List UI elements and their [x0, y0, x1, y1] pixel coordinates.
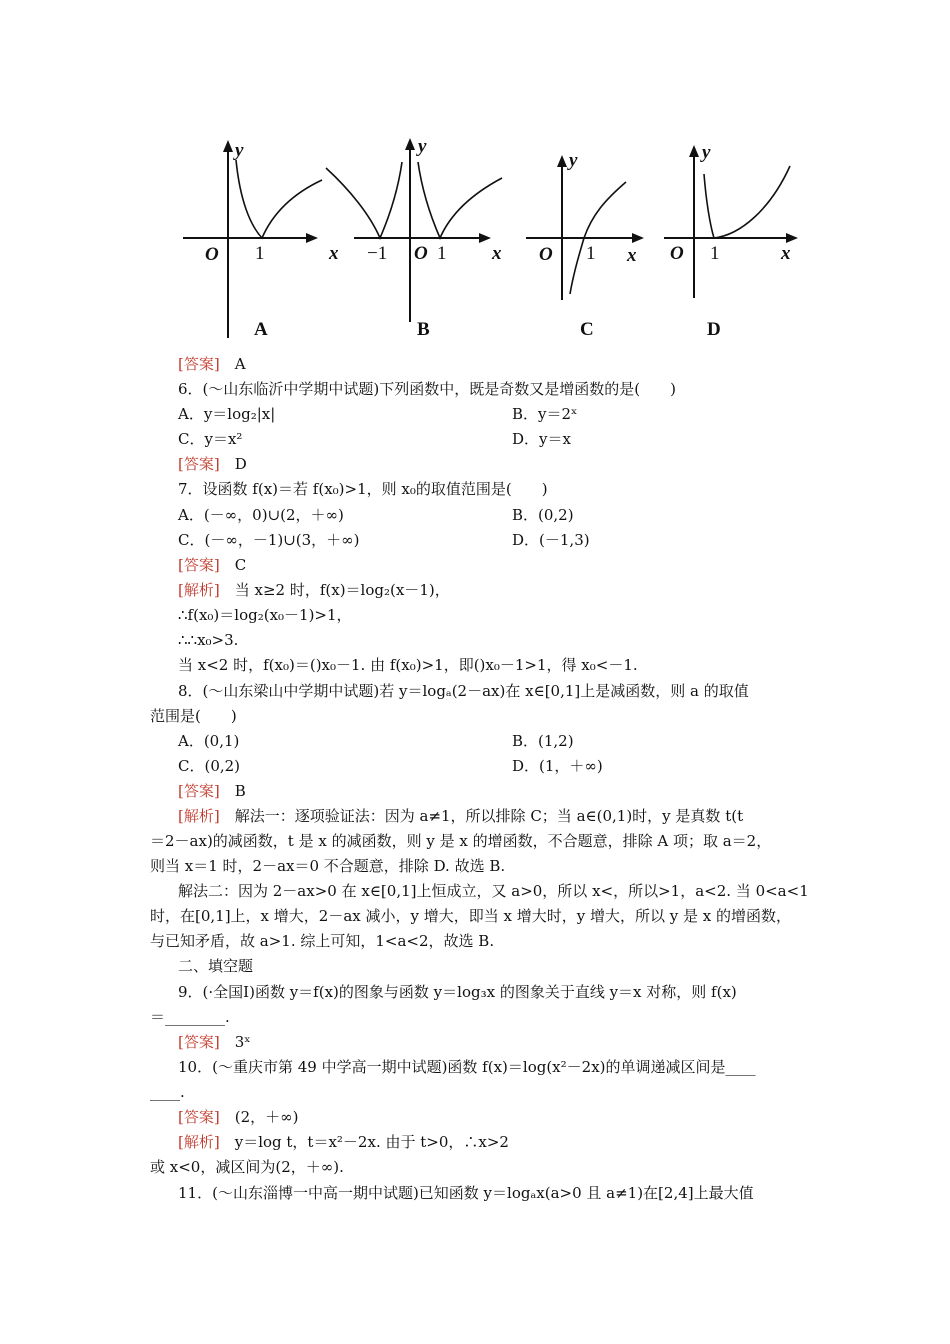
graph-d [664, 145, 798, 298]
graph-c [526, 155, 644, 300]
q8-option-a: A．(0,1) [178, 732, 240, 750]
q7-answer-line [178, 556, 246, 574]
q8-method1-text-1: 解法一：逐项验证法：因为 a≠1，所以排除 C；当 a∈(0,1)时，y 是真数 t(t [234, 807, 744, 825]
q7-answer: C [234, 556, 247, 574]
answer-tag: [答案] [178, 1033, 220, 1051]
q11-stem: 11．(～山东淄博一中高一期中试题)已知函数 y＝logₐx(a>0 且 a≠1)在[2,4]上最大值 [178, 1184, 754, 1202]
q10-analysis-text-1: y＝log t，t＝x²－2x. 由于 t>0，∴x>2 [234, 1133, 509, 1151]
q7-option-d: D．(－1,3) [512, 531, 590, 549]
graph-c-origin: O [539, 244, 553, 265]
q7-option-c: C．(－∞，－1)∪(3，＋∞) [178, 531, 360, 549]
analysis-tag: [解析] [178, 581, 220, 599]
q7-stem: 7．设函数 f(x)＝若 f(x₀)>1，则 x₀的取值范围是( ) [178, 480, 548, 498]
q10-answer-line [178, 1108, 298, 1126]
q6-option-a: A．y＝log₂|x| [178, 405, 276, 423]
graph-b-y-label: y [418, 136, 427, 157]
q6-option-b: B．y＝2ˣ [512, 405, 578, 423]
q8-method2-line-2: 时，在[0,1]上，x 增大，2－ax 减小，y 增大，即当 x 增大时，y 增大，所以 y 是 x 的增函数， [150, 907, 791, 925]
q8-method1-line-2: ＝2－ax)的减函数，t 是 x 的减函数，则 y 是 x 的增函数，不合题意，排除 A 项；取 a＝2， [150, 832, 772, 850]
graph-a-label: A [254, 319, 268, 340]
q8-option-c: C．(0,2) [178, 757, 241, 775]
graph-a-tick-one: 1 [255, 243, 265, 264]
analysis-tag: [解析] [178, 807, 220, 825]
graph-b [326, 138, 502, 322]
answer-tag: [答案] [178, 455, 220, 473]
graph-c-x-label: x [627, 245, 637, 266]
q7-analysis-line-3: ∴∴x₀>3. [178, 631, 239, 649]
function-graphs-figure [0, 0, 950, 350]
graph-d-origin: O [670, 243, 684, 264]
q10-stem-line-2: ____. [150, 1083, 185, 1101]
q8-method1-line-3: 则当 x＝1 时，2－ax＝0 不合题意，排除 D. 故选 B. [150, 857, 506, 875]
q10-analysis-line-2: 或 x<0，减区间为(2，＋∞). [150, 1158, 344, 1176]
q6-answer: D [234, 455, 247, 473]
q6-stem: 6．(～山东临沂中学期中试题)下列函数中，既是奇数又是增函数的是( ) [178, 380, 676, 398]
graph-b-tick-neg-one: −1 [367, 243, 388, 264]
q10-analysis-line-1 [178, 1133, 509, 1151]
q6-option-d: D．y＝x [512, 430, 571, 448]
q7-option-b: B．(0,2) [512, 506, 574, 524]
graph-d-tick-one: 1 [710, 243, 720, 264]
q6-option-c: C．y＝x² [178, 430, 243, 448]
graph-c-y-label: y [569, 150, 578, 171]
q7-analysis-text-1: 当 x≥2 时，f(x)＝log₂(x－1)， [234, 581, 450, 599]
answer-tag: [答案] [178, 1108, 220, 1126]
q7-analysis-line-4: 当 x<2 时，f(x₀)＝()x₀－1. 由 f(x₀)>1，即()x₀－1>1，得 x₀<－1. [178, 656, 638, 674]
q9-stem-line-2: ＝________. [150, 1008, 230, 1026]
graph-c-tick-one: 1 [586, 243, 596, 264]
q8-stem-line-2: 范围是( ) [150, 707, 237, 725]
q9-answer: 3ˣ [234, 1033, 251, 1051]
q8-analysis-line-1 [178, 807, 743, 825]
q6-answer-line [178, 455, 247, 473]
graph-b-tick-one: 1 [437, 243, 447, 264]
q8-answer-line [178, 782, 246, 800]
q8-option-b: B．(1,2) [512, 732, 574, 750]
answer-tag: [答案] [178, 782, 220, 800]
answer-tag: [答案] [178, 355, 220, 373]
graph-b-x-label: x [492, 243, 502, 264]
q5-answer-line [178, 355, 246, 373]
graph-d-label: D [707, 319, 721, 340]
q9-answer-line [178, 1033, 251, 1051]
graph-d-y-label: y [702, 142, 711, 163]
graph-a-origin: O [205, 244, 219, 265]
graph-a [183, 140, 322, 338]
q8-method2-line-1: 解法二：因为 2－ax>0 在 x∈[0,1]上恒成立，又 a>0，所以 x<，所以>1，a<2. 当 0<a<1 [178, 882, 809, 900]
graph-a-x-label: x [329, 243, 339, 264]
q9-stem-line-1: 9．(·全国Ⅰ)函数 y＝f(x)的图象与函数 y＝log₃x 的图象关于直线 y＝x 对称，则 f(x) [178, 983, 737, 1001]
q8-stem-line-1: 8．(～山东梁山中学期中试题)若 y＝logₐ(2－ax)在 x∈[0,1]上是减函数，则 a 的取值 [178, 682, 749, 700]
q8-option-d: D．(1，＋∞) [512, 757, 603, 775]
q10-stem-line-1: 10．(～重庆市第 49 中学高一期中试题)函数 f(x)＝log(x²－2x)的单调递减区间是____ [178, 1058, 756, 1076]
q7-analysis-line-1 [178, 581, 450, 599]
q5-answer: A [234, 355, 246, 373]
graph-c-label: C [580, 319, 594, 340]
graph-d-x-label: x [781, 243, 791, 264]
graph-b-origin: O [414, 243, 428, 264]
answer-tag: [答案] [178, 556, 220, 574]
analysis-tag: [解析] [178, 1133, 220, 1151]
q8-method2-line-3: 与已知矛盾，故 a>1. 综上可知，1<a<2，故选 B. [150, 932, 495, 950]
q10-answer: (2，＋∞) [234, 1108, 299, 1126]
q7-analysis-line-2: ∴f(x₀)＝log₂(x₀－1)>1， [178, 606, 352, 624]
graph-b-label: B [417, 319, 430, 340]
q8-answer: B [234, 782, 246, 800]
graph-a-y-label: y [235, 140, 244, 161]
section-heading-fill-in: 二、填空题 [178, 957, 254, 975]
q7-option-a: A．(－∞，0)∪(2，＋∞) [178, 506, 344, 524]
